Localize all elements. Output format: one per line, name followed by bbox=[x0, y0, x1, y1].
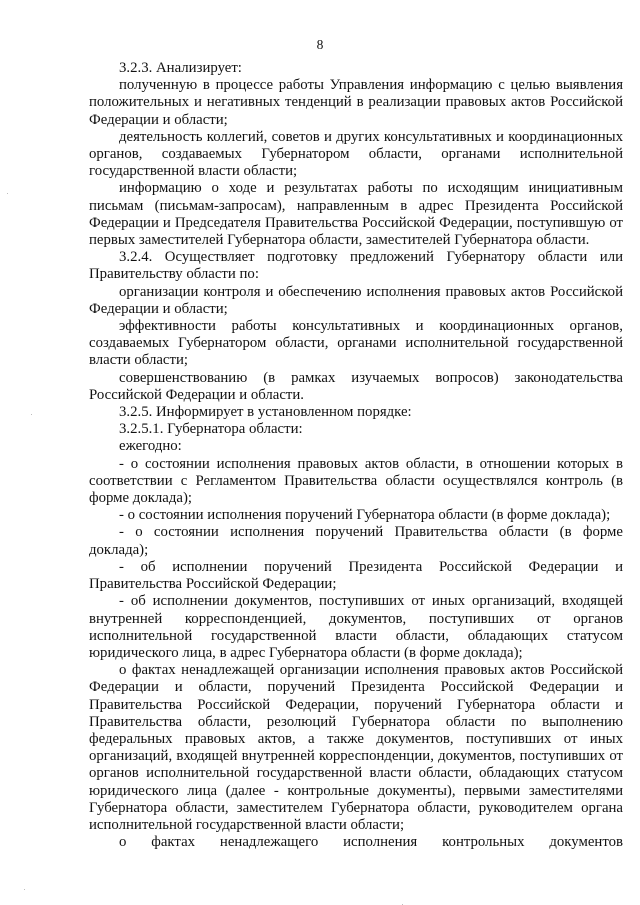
page-number: 8 bbox=[316, 37, 324, 52]
paragraph-improper-execution: о фактах ненадлежащего исполнения контрольных документов bbox=[119, 834, 623, 851]
scan-speck bbox=[24, 889, 25, 890]
paragraph-analysis-councils: деятельность коллегий, советов и других консультативных и координационных органов, создаваемых Губернатором области, органами исполнительной государственной власти области; bbox=[89, 128, 623, 180]
document-body bbox=[89, 60, 623, 851]
paragraph-report-governor-orders: - о состоянии исполнения поручений Губернатора области (в форме доклада); bbox=[119, 507, 611, 524]
paragraph-3-2-3-heading: 3.2.3. Анализирует: bbox=[119, 60, 242, 76]
paragraph-improper-organization: о фактах ненадлежащей организации исполнения правовых актов Российской Федерации и области, поручений Президента Российской Федерации и Правительства Российской Федерации, поручений Губернатора области и Правительства области, резолюций Губернатора области по выполнению федеральных правовых актов, а также документов, поступивших от иных организаций, входящей внутренней корреспонденции, документов, поступивших от органов исполнительной государственной власти области, обладающих статусом юридического лица (далее - контрольные документы), первыми заместителями Губернатора области, заместителем Губернатора области, руководителем органа исполнительной государственной власти области; bbox=[89, 662, 623, 833]
paragraph-3-2-4-heading: 3.2.4. Осуществляет подготовку предложений Губернатору области или Правительству области по: bbox=[89, 249, 623, 283]
paragraph-proposal-legislation: совершенствованию (в рамках изучаемых вопросов) законодательства Российской Федерации и области. bbox=[89, 369, 623, 403]
paragraph-proposal-control: организации контроля и обеспечению исполнения правовых актов Российской Федерации и области; bbox=[89, 283, 623, 317]
paragraph-report-incoming-documents: - об исполнении документов, поступивших от иных организаций, входящей внутренней корреспонденцией, документов, поступивших от органов исполнительной государственной власти области, обладающих статусом юридического лица, в адрес Губернатора области (в форме доклада); bbox=[89, 593, 623, 661]
paragraph-annually: ежегодно: bbox=[119, 438, 182, 455]
paragraph-analysis-initiative-letters: информацию о ходе и результатах работы по исходящим инициативным письмам (письмам-запросам), направленным в адрес Президента Российской Федерации и Председателя Правительства Российской Федерации, поступившую от первых заместителей Губернатора области, заместителей Губернатора области. bbox=[89, 180, 623, 249]
scan-speck bbox=[7, 193, 8, 194]
scan-speck bbox=[31, 414, 32, 415]
paragraph-report-president-orders: - об исполнении поручений Президента Российской Федерации и Правительства Российской Федерации; bbox=[89, 558, 623, 593]
paragraph-proposal-efficiency: эффективности работы консультативных и координационных органов, создаваемых Губернатором области, органами исполнительной государственной власти области; bbox=[89, 318, 623, 369]
paragraph-3-2-5-1-heading: 3.2.5.1. Губернатора области: bbox=[119, 421, 303, 438]
paragraph-3-2-5-heading: 3.2.5. Информирует в установленном порядке: bbox=[119, 404, 412, 421]
paragraph-analysis-information: полученную в процессе работы Управления информацию с целью выявления положительных и негативных тенденций в реализации правовых актов Российской Федерации и области; bbox=[89, 77, 623, 128]
paragraph-report-regional-acts: - о состоянии исполнения правовых актов области, в отношении которых в соответствии с Регламентом Правительства области осуществлялся контроль (в форме доклада); bbox=[89, 455, 623, 507]
paragraph-report-government-orders: - о состоянии исполнения поручений Правительства области (в форме доклада); bbox=[89, 524, 623, 558]
